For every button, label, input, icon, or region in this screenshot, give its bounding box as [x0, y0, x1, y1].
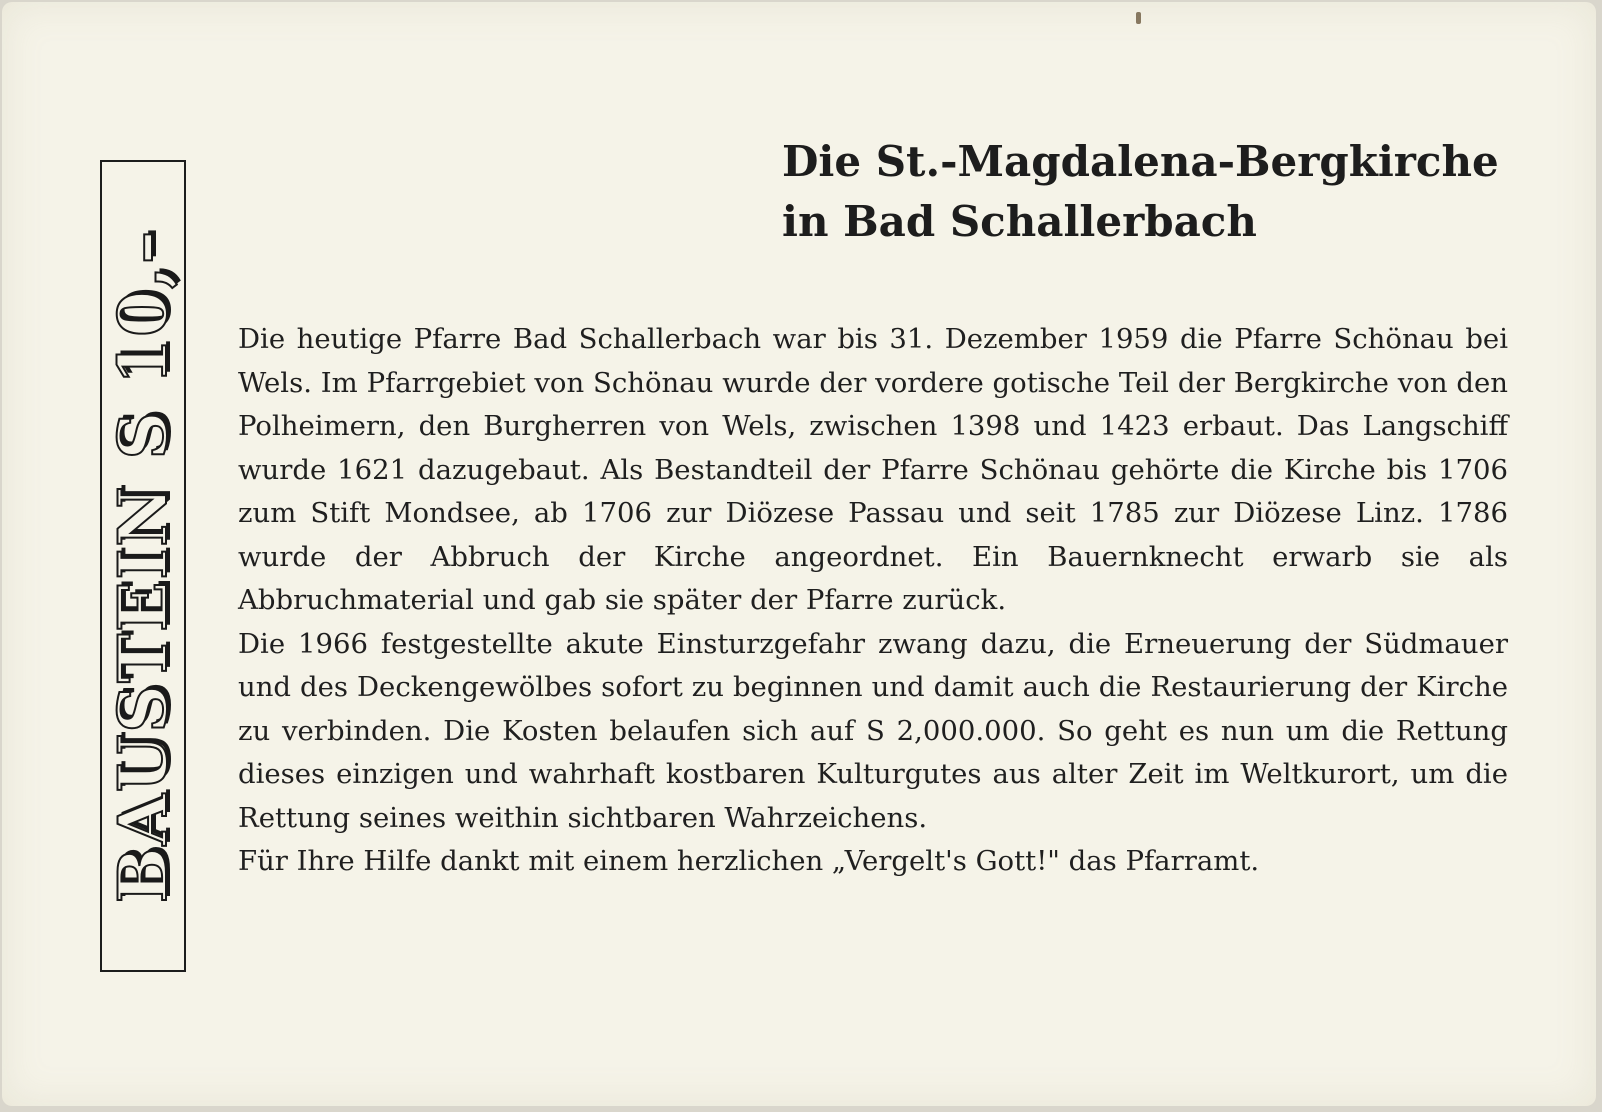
paragraph-thanks: Für Ihre Hilfe dankt mit einem herzlichen „Vergelt's Gott!" das Pfarramt. — [238, 845, 1260, 877]
ink-speck — [1136, 12, 1141, 24]
card-title — [782, 132, 1562, 252]
postcard — [2, 2, 1596, 1106]
title-line-2: in Bad Schallerbach — [782, 197, 1257, 246]
baustein-stamp-label: BAUSTEIN S 10,– — [104, 228, 182, 904]
paragraph-history: Die heutige Pfarre Bad Schallerbach war bis 31. Dezember 1959 die Pfarre Schönau bei Wels. Im Pfarrgebiet von Schönau wurde der vordere gotische Teil der Bergkirche von den Polheimern, den Burgherren von Wels, zwischen 1398 und 1423 erbaut. Das Langschiff wurde 1621 dazugebaut. Als Bestandteil der Pfarre Schönau gehörte die Kirche bis 1706 zum Stift Mondsee, ab 1706 zur Diözese Passau und seit 1785 zur Diözese Linz. 1786 wurde der Abbruch der Kirche angeordnet. Ein Bauernknecht erwarb sie als Abbruchmaterial und gab sie später der Pfarre zurück. — [238, 323, 1508, 616]
paragraph-restoration: Die 1966 festgestellte akute Einsturzgefahr zwang dazu, die Erneuerung der Südmauer und des Deckengewölbes sofort zu beginnen und damit auch die Restaurierung der Kirche zu verbinden. Die Kosten belaufen sich auf S 2,000.000. So geht es nun um die Rettung dieses einzigen und wahrhaft kostbaren Kulturgutes aus alter Zeit im Weltkurort, um die Rettung seines weithin sichtbaren Wahrzeichens. — [238, 627, 1508, 834]
title-line-1: Die St.-Magdalena-Bergkirche — [782, 137, 1499, 186]
baustein-stamp-box — [100, 160, 186, 972]
body-text — [238, 318, 1508, 884]
